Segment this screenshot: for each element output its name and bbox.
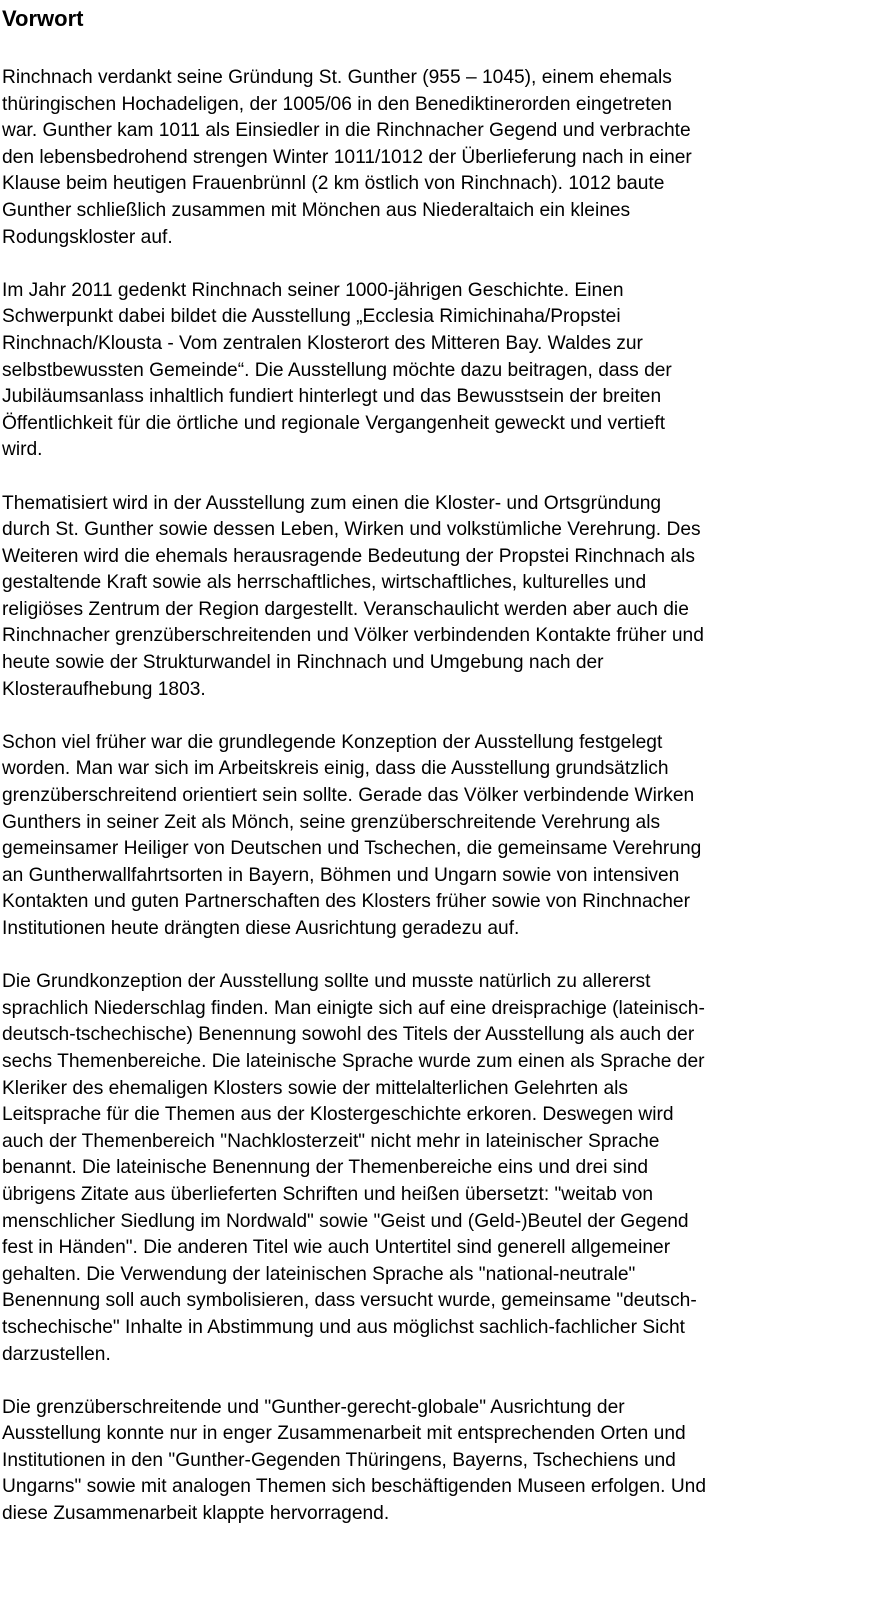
- paragraph-5: Die Grundkonzeption der Ausstellung sollte und musste natürlich zu allererst sprachlich Niederschlag finden. Man einigte sich auf eine dreisprachige (lateinisch- deutsch-tschechische) Benennung sowohl des Titels der Ausstellung als auch der sechs Themenbereiche. Die lateinische Sprache wurde zum einen als Sprache der Kleriker des ehemaligen Klosters sowie der mittelalterlichen Gelehrten als Leitsprache für die Themen aus der Klostergeschichte erkoren. Deswegen wird auch der Themenbereich "Nachklosterzeit" nicht mehr in lateinischer Sprache benannt. Die lateinische Benennung der Themenbereiche eins und drei sind übrigens Zitate aus überlieferten Schriften und heißen übersetzt: "weitab von menschlicher Siedlung im Nordwald" sowie "Geist und (Geld-)Beutel der Gegend fest in Händen". Die anderen Titel wie auch Untertitel sind generell allgemeiner gehalten. Die Verwendung der lateinischen Sprache als "national-neutrale" Benennung soll auch symbolisieren, dass versucht wurde, gemeinsame "deutsch- tschechische" Inhalte in Abstimmung und aus möglichst sachlich-fachlicher Sicht darzustellen.: [2, 971, 705, 1365]
- paragraph-6: Die grenzüberschreitende und "Gunther-gerecht-globale" Ausrichtung der Ausstellung konnte nur in enger Zusammenarbeit mit entsprechenden Orten und Institutionen in den "Gunther-Gegenden Thüringens, Bayerns, Tschechiens und Ungarns" sowie mit analogen Themen sich beschäftigenden Museen erfolgen. Und diese Zusammenarbeit klappte hervorragend.: [2, 1396, 707, 1525]
- paragraph-1: Rinchnach verdankt seine Gründung St. Gunther (955 – 1045), einem ehemals thüringischen Hochadeligen, der 1005/06 in den Benediktinerorden eingetreten war. Gunther kam 1011 als Einsiedler in die Rinchnacher Gegend und verbrachte den lebensbedrohend strengen Winter 1011/1012 der Überlieferung nach in einer Klause beim heutigen Frauenbrünnl (2 km östlich von Rinchnach). 1012 baute Gunther schließlich zusammen mit Mönchen aus Niederaltaich ein kleines Rodungskloster auf.: [2, 67, 692, 248]
- paragraph-4: Schon viel früher war die grundlegende Konzeption der Ausstellung festgelegt worden. Man war sich im Arbeitskreis einig, dass die Ausstellung grundsätzlich grenzüberschreitend orientiert sein sollte. Gerade das Völker verbindende Wirken Gunthers in seiner Zeit als Mönch, seine grenzüberschreitende Verehrung als gemeinsamer Heiliger von Deutschen und Tschechen, die gemeinsame Verehrung an Guntherwallfahrtsorten in Bayern, Böhmen und Ungarn sowie von intensiven Kontakten und guten Partnerschaften des Klosters früher sowie von Rinchnacher Institutionen heute drängten diese Ausrichtung geradezu auf.: [2, 731, 702, 939]
- page-title: Vorwort: [2, 6, 84, 31]
- paragraph-2: Im Jahr 2011 gedenkt Rinchnach seiner 1000-jährigen Geschichte. Einen Schwerpunkt dabei bildet die Ausstellung „Ecclesia Rimichinaha/Propstei Rinchnach/Klousta - Vom zentralen Klosterort des Mitteren Bay. Waldes zur selbstbewussten Gemeinde“. Die Ausstellung möchte dazu beitragen, dass der Jubiläumsanlass inhaltlich fundiert hinterlegt und das Bewusstsein der breiten Öffentlichkeit für die örtliche und regionale Vergangenheit geweckt und vertieft wird.: [2, 279, 672, 461]
- paragraph-3: Thematisiert wird in der Ausstellung zum einen die Kloster- und Ortsgründung durch St. Gunther sowie dessen Leben, Wirken und volkstümliche Verehrung. Des Weiteren wird die ehemals herausragende Bedeutung der Propstei Rinchnach als gestaltende Kraft sowie als herrschaftliches, wirtschaftliches, kulturelles und religiöses Zentrum der Region dargestellt. Veranschaulicht werden aber auch die Rinchnacher grenzüberschreitenden und Völker verbindenden Kontakte früher und heute sowie der Strukturwandel in Rinchnach und Umgebung nach der Klosteraufhebung 1803.: [2, 492, 704, 700]
